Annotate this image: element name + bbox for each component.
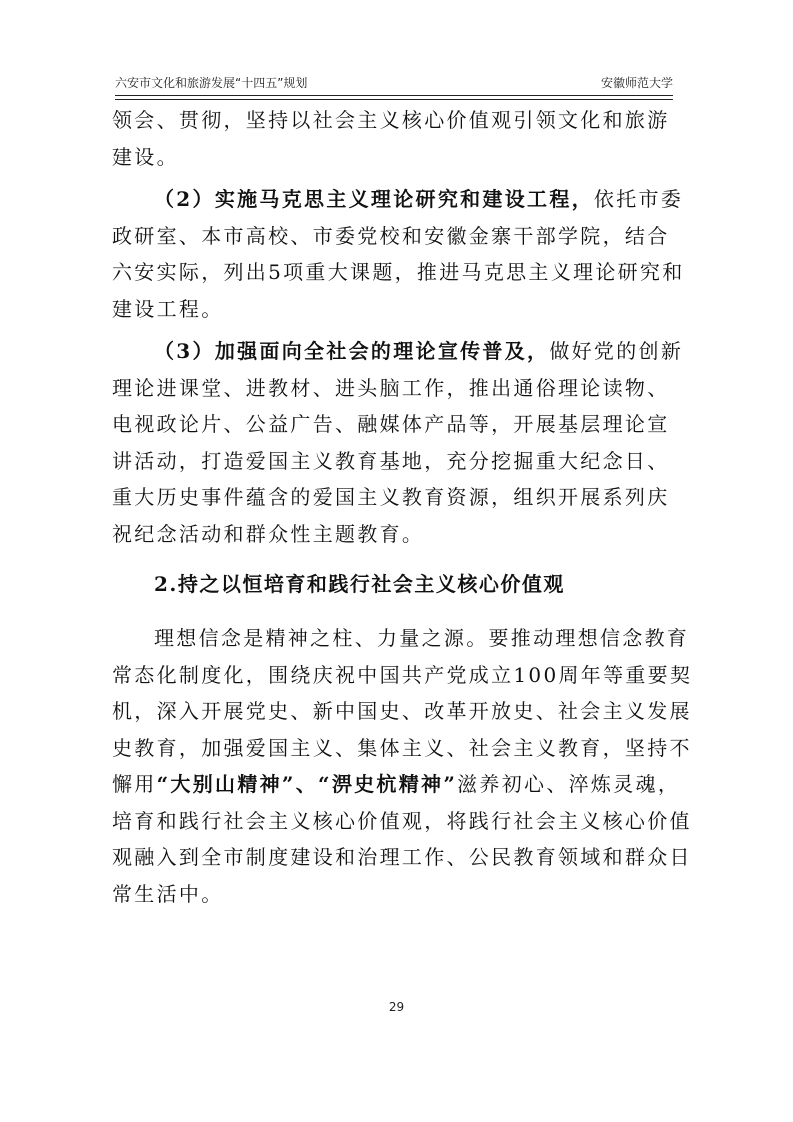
item-2-bold-lead: （2）实施马克思主义理论研究和建设工程， [154,187,594,211]
text-line: 理想信念是精神之柱、力量之源。要推动理想信念教育 [154,626,690,650]
text-line: 常生活中。 [112,881,224,906]
page-header [115,68,673,96]
text-line: 机，深入开展党史、新中国史、改革开放史、社会主义发展 [112,699,692,723]
text-line: 建设。 [112,144,179,169]
item-3-bold-lead: （3）加强面向全社会的理论宣传普及， [154,339,550,363]
text-run: 滋养初心、淬炼灵魂， [457,772,681,796]
text-run: 懈用 [112,772,157,796]
text-line: 理论进课堂、进教材、进头脑工作，推出通俗理论读物、 [112,375,670,400]
text-line [112,181,684,218]
header-institution: 安徽师范大学 [600,76,673,90]
text-line [112,766,684,803]
paragraph-body [112,620,693,912]
text-line: 电视政论片、公益广告、融媒体产品等，开展基层理论宣 [112,412,670,436]
text-line: 重大历史事件蕴含的爱国主义教育资源，组织开展系列庆 [112,485,670,509]
text-line: 讲活动，打造爱国主义教育基地，充分挖掘重大纪念日、 [112,448,670,473]
text-line: 建设工程。 [112,296,224,321]
text-run: 依托市委 [593,187,684,211]
header-document-title: 六安市文化和旅游发展“十四五”规划 [115,76,308,90]
spirit-names-bold: “大别山精神”、“淠史杭精神” [156,772,458,796]
section-heading: 2.持之以恒培育和践行社会主义核心价值观 [154,572,565,596]
text-line: 政研室、本市高校、市委党校和安徽金寨干部学院，结合 [112,223,670,248]
header-rule-thin [115,99,673,100]
paragraph-item-3 [112,333,684,552]
header-rule-thick [115,95,673,96]
text-line: 常态化制度化，围绕庆祝中国共产党成立100周年等重要契 [112,662,693,687]
text-line: 祝纪念活动和群众性主题教育。 [112,521,425,546]
text-run: 做好党的创新 [549,339,684,363]
page-number: 29 [388,1000,405,1014]
text-line [112,333,684,370]
paragraph-item-2 [112,181,684,327]
text-line: 观融入到全市制度建设和治理工作、公民教育领域和群众日 [112,845,692,869]
text-line: 领会、贯彻，坚持以社会主义核心价值观引领文化和旅游 [112,108,670,132]
text-line: 六安实际，列出5项重大课题，推进马克思主义理论研究和 [112,260,685,284]
paragraph-continuation [112,102,684,175]
text-line: 史教育，加强爱国主义、集体主义、社会主义教育，坚持不 [112,735,692,760]
text-line: 培育和践行社会主义核心价值观，将践行社会主义核心价值 [112,808,692,833]
page-body [112,102,693,912]
